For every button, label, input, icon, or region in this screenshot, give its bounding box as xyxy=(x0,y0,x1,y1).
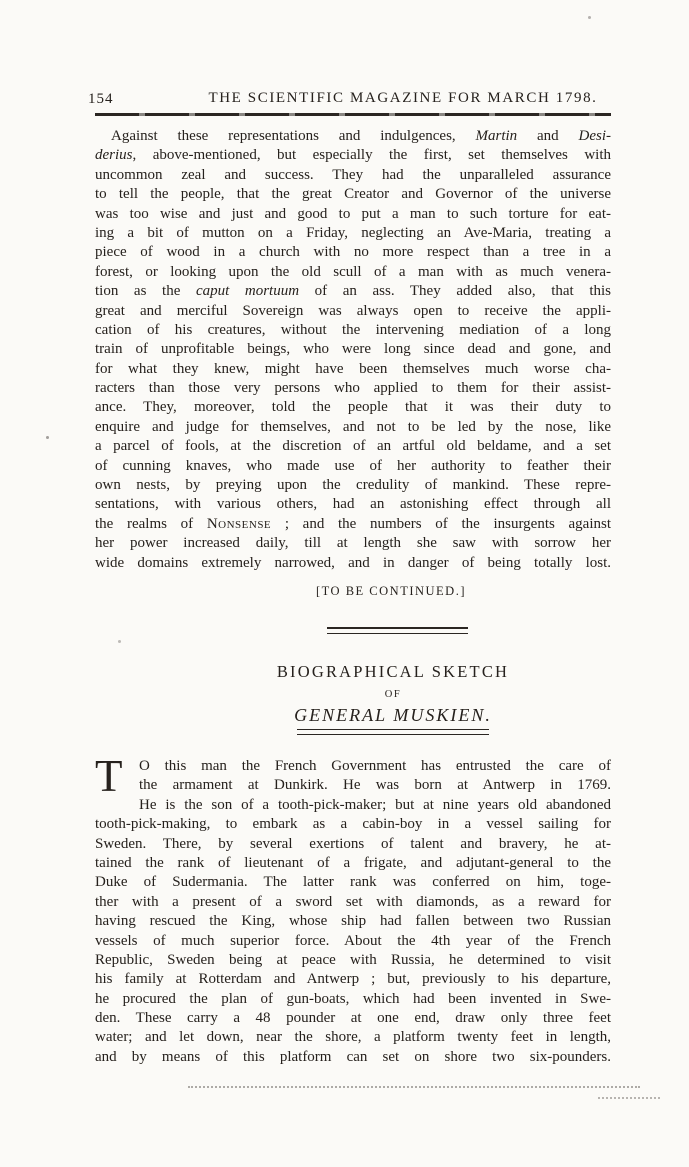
text-line: den. These carry a 48 pounder at one end, draw only three feet xyxy=(95,1010,611,1027)
text-line: water; and let down, near the shore, a platform twenty feet in length, xyxy=(95,1029,611,1046)
text-line: ance. They, moreover, told the people that it was their duty to xyxy=(95,399,611,416)
text-line: tained the rank of lieutenant of a frigate, and adjutant-general to the xyxy=(95,854,611,871)
text-line: O this man the French Government has entrusted the care of xyxy=(139,758,611,774)
text-line: for what they knew, might have been themselves much worse cha- xyxy=(95,360,611,377)
text-line: derius, above-mentioned, but especially the first, set themselves with xyxy=(95,147,611,164)
header-rule xyxy=(95,113,611,116)
text-line: Sweden. There, by several exertions of talent and bravery, he at- xyxy=(95,835,611,852)
to-be-continued-note: [TO BE CONTINUED.] xyxy=(315,584,467,598)
page-header xyxy=(88,90,611,110)
text-line: was too wise and just and good to put a man to such torture for eat- xyxy=(95,205,611,222)
drop-cap-letter: T xyxy=(95,751,123,801)
text-line: He is the son of a tooth-pick-maker; but at nine years old abandoned xyxy=(139,796,611,813)
text-line: having rescued the King, whose ship had fallen between two Russian xyxy=(95,913,611,930)
text-line: enquire and judge for themselves, and not to be led by the nose, like xyxy=(95,418,611,435)
text-line: the realms of Nonsense ; and the numbers of the insurgents against xyxy=(95,515,611,532)
journal-title: THE SCIENTIFIC MAGAZINE FOR MARCH 1798. xyxy=(208,90,598,106)
text-line: he procured the plan of gun-boats, which had been invented in Swe- xyxy=(95,990,611,1007)
text-line: wide domains extremely narrowed, and in danger of being totally lost. xyxy=(95,554,611,571)
text-line: tion as the caput mortuum of an ass. They added also, that this xyxy=(95,283,611,300)
article-title-of: OF xyxy=(384,689,402,700)
article-title: BIOGRAPHICAL SKETCH xyxy=(276,662,510,681)
text-line: tooth-pick-making, to embark as a cabin-boy in a vessel sailing for xyxy=(95,816,611,833)
scan-speck xyxy=(588,16,591,19)
article-first-paragraph xyxy=(95,127,611,573)
text-line: the armament at Dunkirk. He was born at Antwerp in 1769. xyxy=(139,777,611,794)
text-line: forest, or looking upon the old scull of a man with as much venera- xyxy=(95,263,611,280)
text-line: own nests, by preying upon the credulity of mankind. These repre- xyxy=(95,477,611,494)
text-line: ther with a present of a sword set with diamonds, as a reward for xyxy=(95,893,611,910)
text-line: Republic, Sweden being at peace with Russia, he determined to visit xyxy=(95,951,611,968)
text-line: her power increased daily, till at length she saw with sorrow her xyxy=(95,535,611,552)
text-line: Against these representations and indulgences, Martin and Desi- xyxy=(111,128,611,144)
text-line: sentations, with various others, had an astonishing effect through all xyxy=(95,496,611,513)
scan-artifact-dotted-line xyxy=(598,1097,660,1099)
title-underline-rule xyxy=(297,729,489,735)
text-line: and by means of this platform can set on shore two six-pounders. xyxy=(95,1048,611,1065)
text-line: uncommon zeal and success. They had the unparalleled assurance xyxy=(95,166,611,183)
text-line: piece of wood in a church with no more respect than a tree in a xyxy=(95,244,611,261)
text-line: vessels of much superior force. About the 4th year of the French xyxy=(95,932,611,949)
article-heading-block xyxy=(135,662,651,735)
text-line: train of unprofitable beings, who were long since dead and gone, and xyxy=(95,341,611,358)
biographical-sketch-paragraph xyxy=(95,751,611,1067)
text-line: a parcel of fools, at the discretion of an artful old beldame, and a set xyxy=(95,438,611,455)
text-line: racters than those very persons who applied to them for their assist- xyxy=(95,380,611,397)
text-line: Duke of Sudermania. The latter rank was conferred on him, toge- xyxy=(95,874,611,891)
text-line: great and merciful Sovereign was always open to receive the appli- xyxy=(95,302,611,319)
text-line: to tell the people, that the great Creator and Governor of the universe xyxy=(95,186,611,203)
article-subject-title: GENERAL MUSKIEN. xyxy=(294,705,492,725)
text-line: cation of his creatures, without the intervening mediation of a long xyxy=(95,321,611,338)
text-line: of cunning knaves, who made use of her authority to feather their xyxy=(95,457,611,474)
scan-speck xyxy=(118,640,121,643)
scan-speck xyxy=(46,436,49,439)
section-divider-rule xyxy=(327,627,468,634)
text-line: his family at Rotterdam and Antwerp ; but, previously to his departure, xyxy=(95,971,611,988)
text-line: ing a bit of mutton on a Friday, neglecting an Ave-Maria, treating a xyxy=(95,224,611,241)
page-number: 154 xyxy=(88,91,114,107)
scan-artifact-dotted-line xyxy=(188,1086,640,1088)
